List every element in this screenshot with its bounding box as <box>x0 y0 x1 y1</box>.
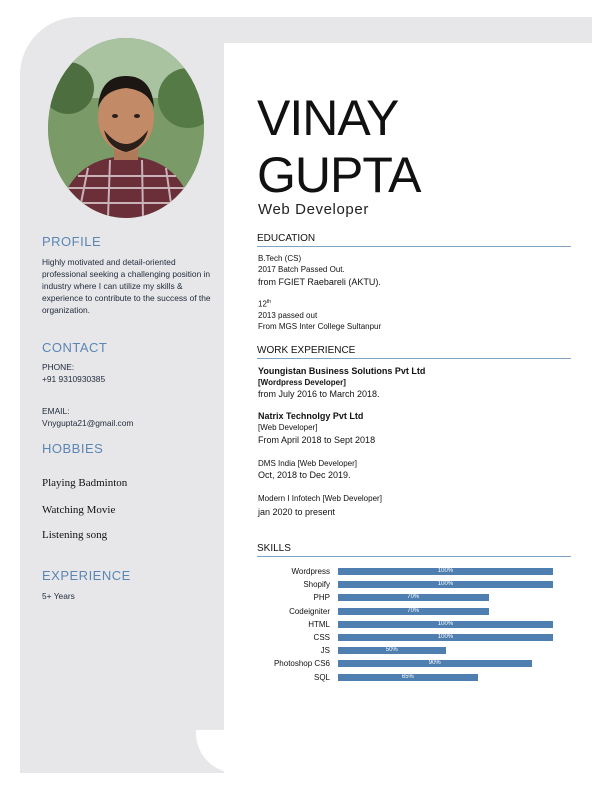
degree-from: from FGIET Raebareli (AKTU). <box>258 277 381 287</box>
hobby-item: Watching Movie <box>42 504 116 516</box>
job-company-title: DMS India [Web Developer] <box>258 459 358 468</box>
profile-photo <box>48 38 204 218</box>
school-year: 2013 passed out <box>258 311 318 320</box>
skill-label: HTML <box>308 619 330 629</box>
school-grade-number: 12 <box>258 299 267 309</box>
email-value: Vnygupta21@gmail.com <box>42 418 134 428</box>
degree-batch: 2017 Batch Passed Out. <box>258 265 345 274</box>
hobby-item: Playing Badminton <box>42 477 128 489</box>
job-period: from July 2016 to March 2018. <box>258 389 380 399</box>
skill-label: Photoshop CS6 <box>273 659 330 669</box>
profile-text: Highly motivated and detail-oriented professional seeking a challenging position in industry where I can utilize my skills & experience to contribute to the success of the organization. <box>42 257 211 315</box>
last-name: GUPTA <box>257 147 421 203</box>
email-label: EMAIL: <box>42 406 70 416</box>
job-title: [Wordpress Developer] <box>258 378 346 387</box>
hobby-item: Listening song <box>42 529 108 541</box>
skill-label: Wordpress <box>291 567 330 576</box>
job-role: Web Developer <box>258 201 369 218</box>
skill-bar: 100% <box>338 568 553 575</box>
first-name: VINAY <box>257 90 399 146</box>
experience-heading: EXPERIENCE <box>42 568 131 583</box>
skill-bar: 70% <box>338 594 489 601</box>
work-heading: WORK EXPERIENCE <box>257 345 571 359</box>
job-period: Oct, 2018 to Dec 2019. <box>258 470 351 480</box>
degree: B.Tech (CS) <box>258 254 302 263</box>
experience-years: 5+ Years <box>42 591 75 601</box>
skill-bar: 65% <box>338 674 478 681</box>
school-grade <box>258 299 271 309</box>
job-company-title: Modern I Infotech [Web Developer] <box>258 494 382 503</box>
skill-label: JS <box>320 646 330 656</box>
school-from: From MGS Inter College Sultanpur <box>258 322 382 331</box>
skill-bar: 70% <box>338 608 489 615</box>
job-period: jan 2020 to present <box>258 507 336 517</box>
skill-label: CSS <box>313 633 330 642</box>
skill-bar: 100% <box>338 621 553 628</box>
skill-label: SQL <box>313 672 330 682</box>
skill-bar: 90% <box>338 660 532 667</box>
profile-heading: PROFILE <box>42 234 102 249</box>
skill-label: Shopify <box>303 580 330 590</box>
phone-value: +91 9310930385 <box>42 374 106 384</box>
skills-heading: SKILLS <box>257 543 571 557</box>
job-company: Youngistan Business Solutions Pvt Ltd <box>258 366 426 376</box>
job-period: From April 2018 to Sept 2018 <box>258 435 376 445</box>
phone-label: PHONE: <box>42 362 75 372</box>
skill-bar: 50% <box>338 647 446 654</box>
job-title: [Web Developer] <box>258 423 318 432</box>
top-band <box>224 17 592 43</box>
hobbies-heading: HOBBIES <box>42 441 104 456</box>
education-heading: EDUCATION <box>257 233 571 247</box>
skill-label: Codeigniter <box>289 606 330 616</box>
skill-bar: 100% <box>338 581 553 588</box>
skill-bar: 100% <box>338 634 553 641</box>
skill-label: PHP <box>313 593 330 603</box>
contact-heading: CONTACT <box>42 340 108 355</box>
school-grade-suffix: th <box>266 299 272 305</box>
job-company: Natrix Technolgy Pvt Ltd <box>258 411 364 421</box>
